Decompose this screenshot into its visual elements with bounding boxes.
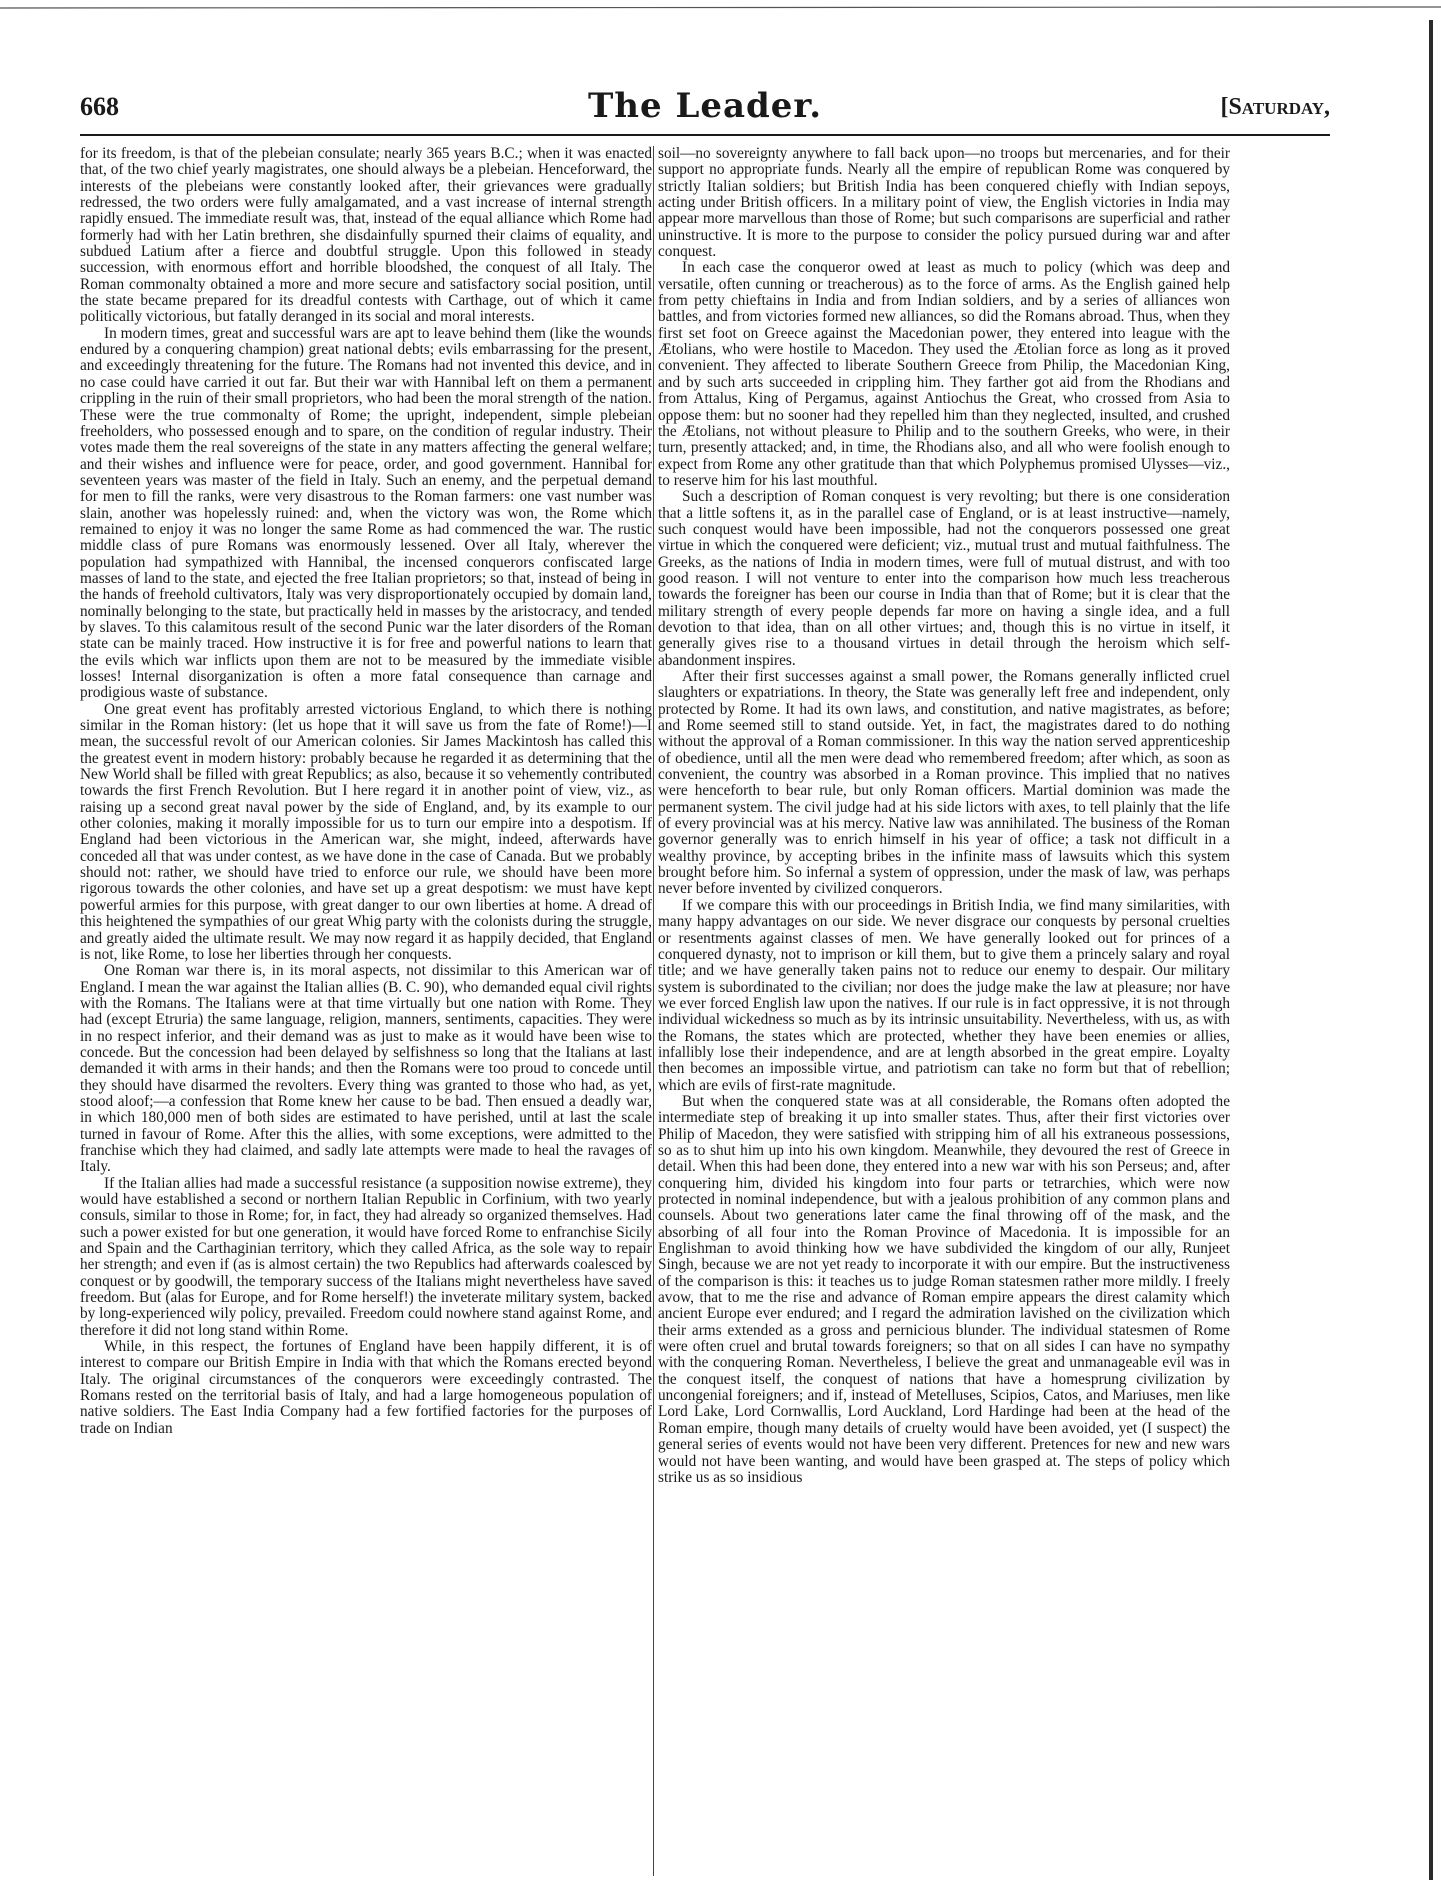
right-column — [658, 146, 1230, 1876]
top-edge-rule — [0, 6, 1441, 10]
issue-day: [Saturday, — [1220, 94, 1330, 120]
paragraph: If the Italian allies had made a successful resistance (a supposition nowise extreme), they would have established a second or northern Italian Republic in Corfinium, with two yearly consuls, similar to those in Rome; for, in fact, they had already so organized themselves. Had such a power existed for but one generation, it would have forced Rome to enfranchise Sicily and Spain and the Carthaginian territory, which they called Africa, as the sole way to repair her strength; and even if (as is almost certain) the two Republics had afterwards coalesced by conquest or by goodwill, the temporary success of the Italians might nevertheless have saved freedom. But (alas for Europe, and for Rome herself!) the inveterate military system, backed by long-experienced wily policy, prevailed. Freedom could nowhere stand against Rome, and therefore it did not long stand within Rome. — [80, 1174, 652, 1339]
paragraph: One Roman war there is, in its moral aspects, not dissimilar to this American war of England. I mean the war against the Italian allies (B. C. 90), who demanded equal civil rights with the Romans. The Italians were at that time virtually but one nation with Rome. They had (except Etruria) the same language, religion, manners, sentiments, capacities. They were in no respect inferior, and their demand was as just to make as it would have been wise to concede. But the concession had been delayed by selfishness so long that the Italians at last demanded it with arms in their hands; and then the Romans were too proud to concede until they should have disarmed the revolters. Every thing was granted to those who had, as yet, stood aloof;—a confession that Rome knew her cause to be bad. Then ensued a deadly war, in which 180,000 men of both sides are estimated to have perished, until at last the scale turned in favour of Rome. After this the allies, with some exceptions, were admitted to the franchise which they had claimed, and sadly late attempts were made to heal the ravages of Italy. — [80, 962, 652, 1176]
top-edge-rule-svg — [0, 6, 1441, 10]
page-number: 668 — [80, 92, 119, 121]
paragraph: One great event has profitably arrested victorious England, to which there is nothing similar in the Roman history: (let us hope that it will save us from the fate of Rome!)—I mean, the successful revolt of our American colonies. Sir James Mackintosh has called this the greatest event in modern history: probably because he regarded it as determining that the New World shall be filled with great Republics; as also, because it so vehemently contributed towards the first French Revolution. But I here regard it in another point of view, viz., as raising up a second great naval power by the side of England, and, by its example to our other colonies, making it morally impossible for us to turn our empire into a despotism. If England had been victorious in the American war, she might, indeed, afterwards have conceded all that was under contest, as we have done in the case of Canada. But we probably should not: rather, we should have tried to enforce our rule, we should have been more rigorous towards the other colonies, and have set up a great despotism: we must have kept powerful armies for this purpose, with great danger to our own liberties at home. A dread of this heightened the sympathies of our great Whig party with the colonists during the struggle, and greatly aided the ultimate result. We may now regard it as happily decided, that England is not, like Rome, to lose her liberties through her conquests. — [80, 700, 652, 963]
paragraph: Such a description of Roman conquest is very revolting; but there is one consideration that a little softens it, as in the parallel case of England, or is at least instructive—namely, such conquest would have been impossible, had not the conquerors possessed one great virtue in which the conquered were deficient; viz., mutual trust and mutual faithfulness. The Greeks, as the nations of India in modern times, were full of mutual distrust, and with too good reason. I will not venture to enter into the comparison how much less treacherous towards the foreigner has been our course in India than that of Rome; but it is clear that the military strength of every people depends far more on having a single idea, and a full devotion to that idea, than on all other virtues; and, though this is no virtue in itself, it generally gives rise to a thousand virtues in detail through the heroism which self-abandonment inspires. — [658, 488, 1230, 669]
running-title: The Leader. — [587, 86, 823, 126]
top-edge-line — [0, 7, 1441, 8]
paragraph: In modern times, great and successful wars are apt to leave behind them (like the wounds endured by a conquering champion) great national debts; evils embarrassing for the present, and exceedingly threatening for the future. The Romans had not invented this device, and in no case could have carried it out far. But their war with Hannibal left on them a permanent crippling in the ruin of their small proprietors, who had been the moral strength of the nation. These were the true commonalty of Rome; the upright, independent, simple plebeian freeholders, who possessed enough and to spare, on the condition of regular industry. Their votes made them the real sovereigns of the state in any matters affecting the general welfare; and their wishes and influence were for peace, order, and good government. Hannibal for seventeen years was master of the field in Italy. Such an enemy, and the perpetual demand for men to fill the ranks, were very disastrous to the Roman farmers: one vast number was slain, another was hopelessly ruined: and, when the victory was won, the Rome which remained to enjoy it was no longer the same Rome as had commenced the war. The rustic middle class of pure Romans was enormously lessened. Over all Italy, wherever the population had sympathized with Hannibal, the incensed conquerors confiscated large masses of land to the state, and ejected the free Italian proprietors; so that, instead of being in the hands of freehold cultivators, Italy was very disproportionately occupied by domain land, nominally belonging to the state, but practically held in masses by the aristocracy, and tended by slaves. To this calamitous result of the second Punic war the later disorders of the Roman state can be mainly traced. How instructive it is for free and powerful nations to learn that the evils which war inflicts upon them are not to be measured by the immediate visible losses! Internal disorganization is often a more fatal consequence than carnage and prodigious waste of substance. — [80, 324, 652, 702]
paragraph: In each case the conqueror owed at least as much to policy (which was deep and versatile, often cunning or treacherous) as to the force of arms. As the English gained help from petty chieftains in India and from Indian soldiers, and by a series of alliances won battles, and from victories formed new alliances, so did the Romans abroad. Thus, when they first set foot on Greece against the Macedonian power, they entered into league with the Ætolians, who were hostile to Macedon. They used the Ætolian force as long as it proved convenient. They affected to liberate Southern Greece from Philip, the Macedonian King, and by such arts succeeded in crippling him. They farther got aid from the Rhodians and from Attalus, King of Pergamus, against Antiochus the Great, who crossed from Asia to oppose them: but no sooner had they repelled him than they neglected, insulted, and crushed the Ætolians, not without pleasure to Philip and to the southern Greeks, who were, in their turn, presently attacked; and, in time, the Rhodians also, and all who were foolish enough to expect from Rome any other gratitude than that which Polyphemus promised Ulysses—viz., to reserve him for his last mouthful. — [658, 259, 1230, 489]
paragraph: While, in this respect, the fortunes of England have been happily different, it is of interest to compare our British Empire in India with that which the Romans erected beyond Italy. The original circumstances of the conquerors were exceedingly contrasted. The Romans rested on the territorial basis of Italy, and had a large homogeneous population of native soldiers. The East India Company had a few fortified factories for the purposes of trade on Indian — [80, 1338, 652, 1437]
header-rule — [80, 134, 1330, 136]
column-divider — [653, 146, 654, 1876]
left-column — [80, 146, 652, 1876]
paragraph: After their first successes against a small power, the Romans generally inflicted cruel slaughters or expatriations. In theory, the State was generally left free and independent, only protected by Rome. It had its own laws, and constitution, and native magistrates, as before; and Rome seemed still to stand outside. Yet, in fact, the magistrates dared to do nothing without the approval of a Roman commissioner. In this way the nation served apprenticeship of obedience, until all the men were dead who remembered freedom; after which, as soon as convenient, the country was absorbed in a Roman province. This implied that no natives were henceforth to bear rule, but only Roman officers. Martial dominion was made the permanent system. The civil judge had at his side lictors with axes, to tell plainly that the life of every provincial was at his mercy. Native law was annihilated. The business of the Roman governor generally was to enrich himself in his year of office; a task not difficult in a wealthy province, by accepting bribes in the infinite mass of lawsuits which this system brought before him. So infernal a system of oppression, under the mask of law, was perhaps never before invented by civilized conquerors. — [658, 668, 1230, 898]
paragraph: But when the conquered state was at all considerable, the Romans often adopted the intermediate step of breaking it up into smaller states. Thus, after their first victories over Philip of Macedon, they were satisfied with stripping him of all his extraneous possessions, so as to shut him up into his own kingdom. Meanwhile, they devoured the rest of Greece in detail. When this had been done, they entered into a new war with his son Perseus; and, after conquering him, divided his kingdom into four parts or tetrarchies, which were now protected in nominal independence, but with a jealous prohibition of any common plans and counsels. About two generations later came the final throwing off of the mask, and the absorbing of all four into the Roman Province of Macedonia. It is impossible for an Englishman to avoid thinking how we have subdivided the kingdom of our ally, Runjeet Singh, because we are not yet ready to incorporate it with our empire. But the instructiveness of the comparison is this: it teaches us to judge Roman statesmen rather more mildly. I freely avow, that to me the rise and advance of Roman empire appears the direst calamity which ancient Europe ever endured; and I regard the admiration lavished on the civilization which their arms extended as a gross and pernicious blunder. The individual statesmen of Rome were often cruel and brutal towards foreigners; so that on all sides I can have no sympathy with the conquering Roman. Nevertheless, I believe the great and unmanageable evil was in the conquest itself, the conquest of nations that have a homesprung civilization by uncongenial foreigners; and if, instead of Metelluses, Scipios, Catos, and Mariuses, men like Lord Lake, Lord Cornwallis, Lord Auckland, Lord Hardinge had been at the head of the Roman empire, though many details of cruelty would have been avoided, yet (I suspect) the general series of events would not have been very different. Pretences for new and new wars would not have been wanting, and would have been grasped at. The steps of policy which strike us as so insidious — [658, 1092, 1230, 1486]
paragraph: If we compare this with our proceedings in British India, we find many similarities, with many happy advantages on our side. We never disgrace our conquests by personal cruelties or resentments against classes of men. We have generally looked out for princes of a conquered dynasty, not to imprison or kill them, but to give them a princely salary and royal title; and we have generally taken pains not to reduce our enemy to despair. Our military system is subordinated to the civilian; nor does the judge make the law at pleasure; nor have we ever forced English law upon the natives. If our rule is in fact oppressive, it is not through individual wickedness so much as by its intrinsic unsuitability. Nevertheless, with us, as with the Romans, the states which are protected, whether they have been enemies or allies, infallibly lose their independence, and are at length absorbed in the great empire. Loyalty then becomes an impossible virtue, and patriotism can take no form but that of rebellion; which are evils of first-rate magnitude. — [658, 896, 1230, 1094]
masthead — [80, 86, 1330, 132]
paragraph: soil—no sovereignty anywhere to fall back upon—no troops but mercenaries, and for their support no appropriate funds. Nearly all the empire of republican Rome was conquered by strictly Italian soldiers; but British India has been conquered chiefly with Indian sepoys, acting under British officers. In a military point of view, the English victories in India may appear more marvellous than those of Rome; but such comparisons are superficial and rather uninstructive. It is more to the purpose to consider the policy pursued during war and after conquest. — [658, 146, 1230, 261]
paragraph: for its freedom, is that of the plebeian consulate; nearly 365 years B.C.; when it was enacted that, of the two chief yearly magistrates, one should always be a plebeian. Henceforward, the interests of the plebeians were constantly looked after, their grievances were gradually redressed, the two orders were fully amalgamated, and a vast increase of internal strength rapidly ensued. The immediate result was, that, instead of the equal alliance which Rome had formerly had with her Latin brethren, she disdainfully spurned their claims of equality, and subdued Latium after a fierce and doubtful struggle. Upon this followed in steady succession, with enormous effort and horrible bloodshed, the conquest of all Italy. The Roman commonalty obtained a more and more secure and satisfactory social position, until the state became prepared for its dreadful contests with Carthage, out of which it came politically victorious, but fatally deranged in its social and moral interests. — [80, 146, 652, 326]
right-page-border — [1429, 20, 1433, 1880]
